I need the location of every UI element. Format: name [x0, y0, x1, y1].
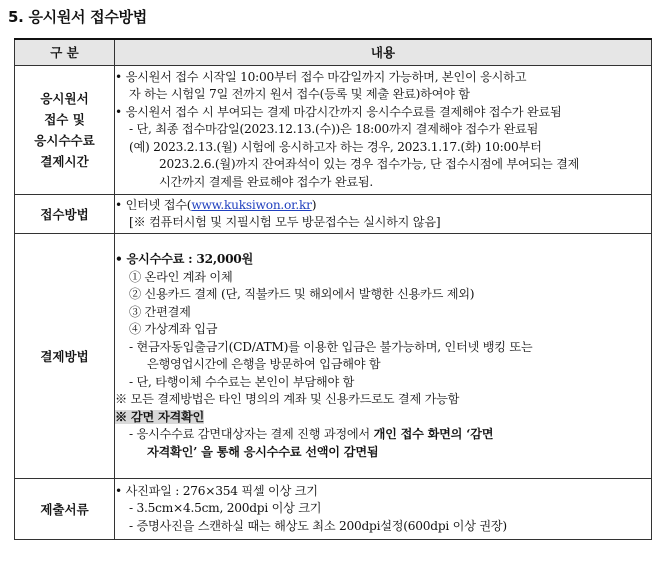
- table-row-payment: [15, 234, 652, 479]
- fee-line: • 응시수수료 : 32,000원: [115, 252, 254, 266]
- table-row-application-time: [15, 66, 652, 195]
- text-line: - 단, 최종 접수마감일(2023.12.13.(수))은 18:00까지 결제해야 접수가 완료됨: [129, 122, 539, 137]
- header-content: 내용: [115, 39, 652, 66]
- header-category: 구 분: [15, 39, 115, 66]
- text-line: - 3.5cm×4.5cm, 200dpi 이상 크기: [129, 501, 322, 516]
- row-label-application-time: 응시원서 접수 및 응시수수료 결제시간: [15, 66, 115, 195]
- row-label-payment: 결제방법: [15, 234, 115, 479]
- section-title: 5. 응시원서 접수방법: [8, 8, 147, 26]
- row-label-method: 접수방법: [15, 195, 115, 234]
- text-line: 자격확인’ 을 통해 응시수수료 선액이 감면됨: [147, 444, 379, 459]
- application-info-table: [14, 38, 652, 540]
- row-content-method: • 인터넷 접수(www.kuksiwon.or.kr) [※ 컴퓨터시험 및 지필시험 모두 방문접수는 실시하지 않음]: [115, 195, 652, 234]
- text-line: - 현금자동입출금기(CD/ATM)를 이용한 입금은 불가능하며, 인터넷 뱅킹 또는: [129, 339, 533, 354]
- table-header-row: [15, 39, 652, 66]
- table-row-documents: [15, 479, 652, 540]
- payment-method-item: ④ 가상계좌 입금: [129, 322, 218, 336]
- discount-title: ※ 감면 자격확인: [115, 409, 205, 424]
- text-line: • 응시원서 접수 시 부여되는 결제 마감시간까지 응시수수료를 결제해야 접수가 완료됨: [115, 104, 562, 119]
- text-line: - 단, 타행이체 수수료는 본인이 부담해야 함: [129, 374, 355, 389]
- text-line: • 사진파일 : 276×354 픽셀 이상 크기: [115, 483, 318, 498]
- text-line: ※ 모든 결제방법은 타인 명의의 계좌 및 신용카드로도 결제 가능함: [115, 392, 460, 406]
- text-line: • 응시원서 접수 시작일 10:00부터 접수 마감일까지 가능하며, 본인이 응시하고: [115, 69, 527, 84]
- text-line: - 증명사진을 스캔하실 때는 해상도 최소 200dpi설정(600dpi 이상 권장): [129, 518, 507, 533]
- text-line: 2023.2.6.(월)까지 잔여좌석이 있는 경우 접수가능, 단 접수시점에 부여되는 결제: [159, 157, 580, 172]
- text-line: 자 하는 시험일 7일 전까지 원서 접수(등록 및 제출 완료)하여야 함: [129, 87, 470, 102]
- row-content-documents: [115, 479, 652, 540]
- table-row-method: [15, 195, 652, 234]
- row-content-payment: • 응시수수료 : 32,000원 ① 온라인 계좌 이체 ② 신용카드 결제 (단, 직불카드 및 해외에서 발행한 신용카드 제외) ③ 간편결제 ④ 가상계좌 입금 - 현금자동입출금기(CD/ATM)를 이용한 입금은 불가능하며, 인터넷 뱅킹 또는 은행영업시간에 은행을 방문하여 입금해야 함 - 단, 타행이체 수수료는 본인이 부담해야 함 ※ 모든 결제방법은 타인 명의의 계좌 및 신용카드로도 결제 가능함 ※ 감면 자격확인 - 응시수수료 감면대상자는 결제 진행 과정에서 개인 접수 화면의 ‘감면 자격확인’ 을 통해 응시수수료 선액이 감면됨: [115, 234, 652, 479]
- text-line: 시간까지 결제를 완료해야 접수가 완료됨.: [159, 174, 374, 189]
- text-line: 은행영업시간에 은행을 방문하여 입금해야 함: [147, 357, 381, 371]
- text-line: (예) 2023.2.13.(월) 시험에 응시하고자 하는 경우, 2023.1.17.(화) 10:00부터: [129, 139, 542, 154]
- row-content-application-time: [115, 66, 652, 195]
- text-line: [※ 컴퓨터시험 및 지필시험 모두 방문접수는 실시하지 않음]: [129, 215, 441, 229]
- payment-method-item: ③ 간편결제: [129, 304, 191, 319]
- kuksiwon-link[interactable]: www.kuksiwon.or.kr: [191, 197, 312, 212]
- payment-method-item: ① 온라인 계좌 이체: [129, 269, 233, 284]
- payment-method-item: ② 신용카드 결제 (단, 직불카드 및 해외에서 발행한 신용카드 제외): [129, 287, 475, 301]
- row-label-documents: 제출서류: [15, 479, 115, 540]
